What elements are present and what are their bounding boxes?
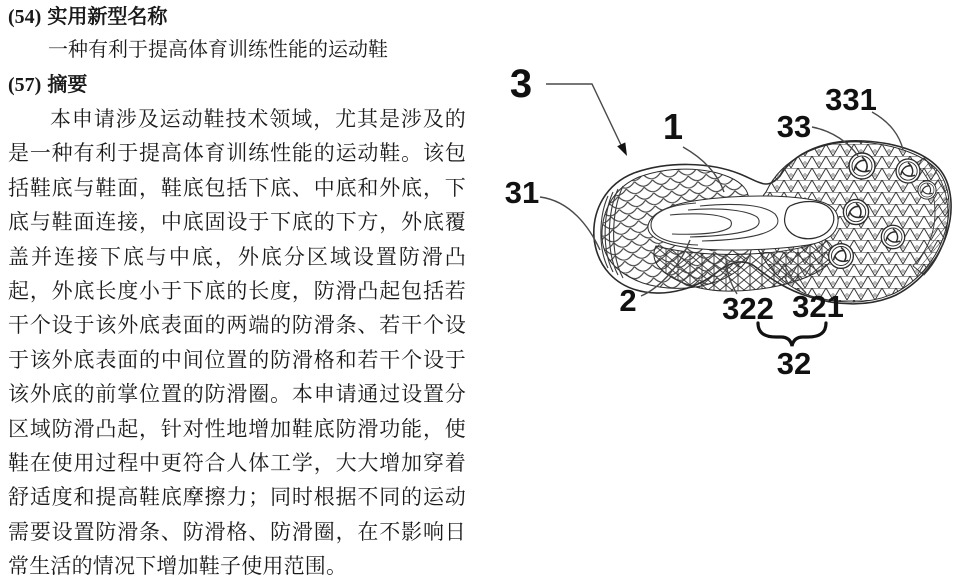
brace-32 (758, 323, 826, 346)
slip-ring (843, 199, 868, 224)
callout-label-321: 321 (792, 289, 844, 324)
leader-line-3 (546, 84, 621, 145)
callout-label-1: 1 (662, 106, 684, 147)
callout-label-322: 322 (722, 291, 774, 326)
field-54-code: (54) (8, 6, 42, 28)
field-57-heading (8, 68, 466, 102)
slip-ring (918, 181, 936, 199)
callout-label-331: 331 (825, 82, 877, 117)
shoe-sole-drawing (478, 55, 958, 400)
callout-label-2: 2 (619, 283, 637, 318)
slip-ring (829, 244, 854, 269)
invention-title: 一种有利于提高体育训练性能的运动鞋 (48, 39, 388, 61)
slip-ring (896, 159, 920, 183)
slip-ring (849, 153, 875, 179)
leader-line-31 (540, 197, 600, 250)
callout-label-32: 32 (776, 346, 812, 381)
field-54-label: 实用新型名称 (47, 6, 168, 28)
patent-figure (478, 55, 958, 400)
leader-arrowhead-3 (617, 142, 627, 156)
slip-ring (881, 225, 904, 248)
field-57-code: (57) (8, 74, 42, 96)
callout-label-31: 31 (504, 175, 540, 210)
callout-label-3: 3 (509, 62, 533, 106)
bibliographic-text-column (8, 2, 466, 584)
callout-label-33: 33 (776, 109, 812, 144)
field-54-heading (8, 2, 466, 33)
forefoot-window (785, 202, 834, 239)
field-57-label: 摘要 (47, 74, 88, 96)
abstract-paragraph: 本申请涉及运动鞋技术领域，尤其是涉及的是一种有利于提高体育训练性能的运动鞋。该包括鞋底与鞋面，鞋底包括下底、中底和外底，下底与鞋面连接，中底固设于下底的下方，外底覆盖并连接下底与中底，外底分区域设置防滑凸起，外底长度小于下底的长度，防滑凸起包括若干个设于该外底表面的两端的防滑条、若干个设于该外底表面的中间位置的防滑格和若干个设于该外底的前掌位置的防滑圈。本申请通过设置分区域防滑凸起，针对性地增加鞋底防滑功能，使鞋在使用过程中更符合人体工学，大大增加穿着舒适度和提高鞋底摩擦力；同时根据不同的运动需要设置防滑条、防滑格、防滑圈，在不影响日常生活的情况下增加鞋子使用范围。 (8, 107, 466, 579)
